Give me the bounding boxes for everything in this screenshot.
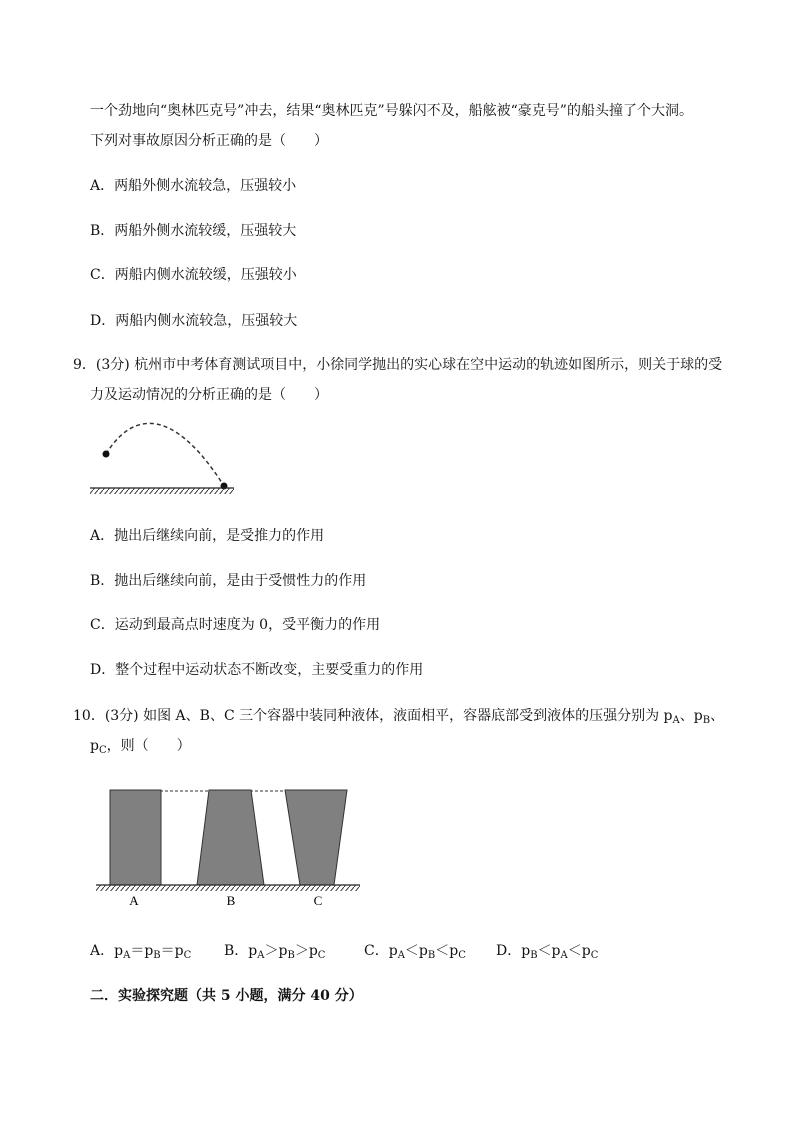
q10-stem-line1: 10．(3分) 如图 A、B、C 三个容器中装同种液体，液面相平，容器底部受到液体的压强分别为 $p_A$、$p_B$、 [73, 708, 725, 726]
q10-option-a: A．$p_A=p_B=p_C$ [90, 943, 192, 961]
q9-stem-line1: 9．(3分) 杭州市中考体育测试项目中，小徐同学抛出的实心球在空中运动的轨迹如图所示，则关于球的受 [73, 357, 723, 373]
q9-trajectory-figure [88, 400, 238, 500]
q8-option-b: B．两船外侧水流较缓，压强较大 [90, 223, 297, 239]
ground-hatch [96, 885, 360, 891]
label-c: C [313, 893, 323, 908]
label-b: B [226, 893, 236, 908]
q9-option-a: A．抛出后继续向前，是受推力的作用 [90, 528, 325, 544]
section-heading: 二．实验探究题（共 5 小题，满分 40 分） [90, 988, 363, 1004]
container-c [285, 790, 347, 885]
q10-option-b: B．$p_A>p_B>p_C$ [224, 943, 326, 961]
q8-stem-line1: 一个劲地向“奥林匹克号”冲去，结果“奥林匹克”号躲闪不及，船舷被“豪克号”的船头撞了个大洞。 [90, 103, 693, 119]
q8-option-a: A．两船外侧水流较急，压强较小 [90, 178, 297, 194]
container-a [110, 790, 161, 885]
q8-stem-line2: 下列对事故原因分析正确的是（ ） [90, 133, 328, 149]
q9-option-c: C．运动到最高点时速度为 0，受平衡力的作用 [90, 617, 381, 633]
trajectory-path [106, 423, 224, 486]
q9-option-d: D．整个过程中运动状态不断改变，主要受重力的作用 [90, 662, 424, 678]
q8-option-d: D．两船内侧水流较急，压强较大 [90, 313, 298, 329]
q10-option-c: C．$p_A<p_B<p_C$ [364, 943, 466, 961]
q10-containers-figure [94, 785, 364, 910]
q9-stem-line2: 力及运动情况的分析正确的是（ ） [90, 387, 328, 403]
q8-option-c: C．两船内侧水流较缓，压强较小 [90, 267, 297, 283]
ball-start [103, 451, 110, 458]
q9-option-b: B．抛出后继续向前，是由于受惯性力的作用 [90, 573, 367, 589]
container-b [197, 790, 264, 885]
q10-stem-line2: $p_C$，则（ ） [90, 738, 191, 756]
label-a: A [129, 893, 139, 908]
ground-hatch [90, 488, 234, 494]
q10-option-d: D．$p_B<p_A<p_C$ [496, 943, 599, 961]
